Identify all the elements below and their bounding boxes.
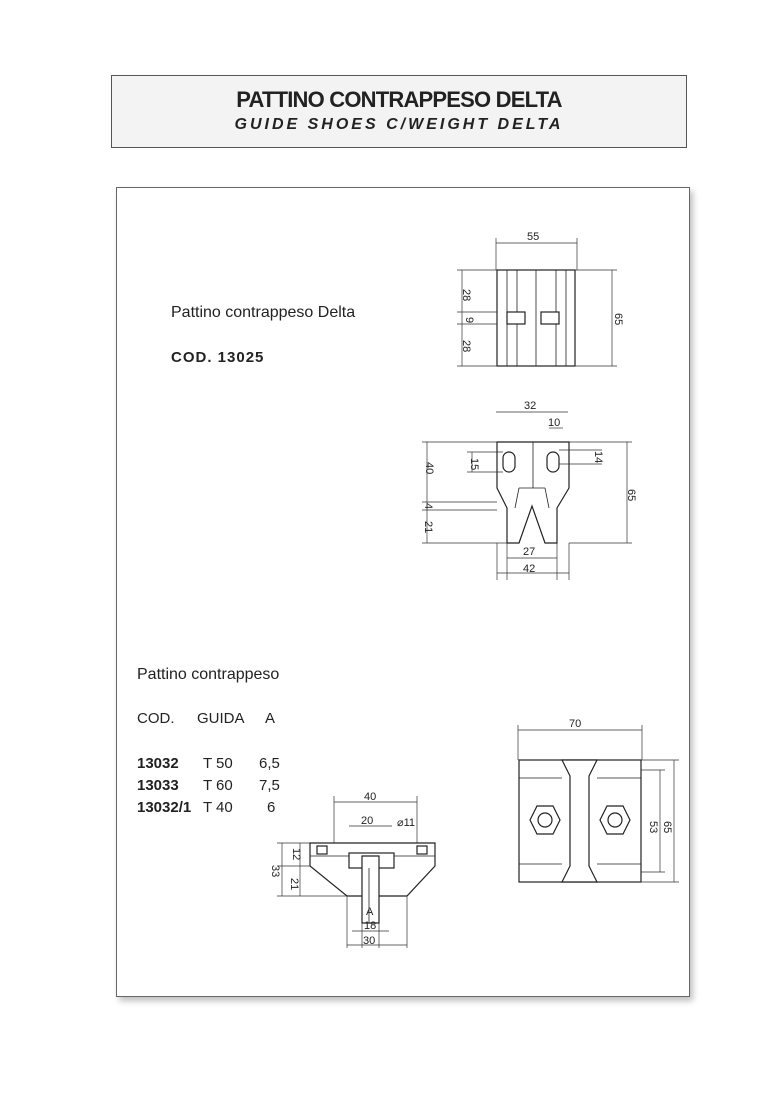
product1-name: Pattino contrappeso Delta: [171, 304, 356, 321]
dim-label: 65: [612, 313, 624, 326]
drawing-delta-top-view: [457, 231, 624, 366]
dim-label: 21: [288, 878, 300, 891]
table-row-code: 13032/1: [137, 799, 192, 816]
dim-label: 20: [361, 815, 374, 827]
table-header-guide: GUIDA: [197, 710, 245, 727]
dim-label: 4: [422, 503, 434, 510]
table-row-guide: T 60: [203, 777, 233, 794]
dim-label: A: [366, 906, 374, 918]
dim-label: 21: [422, 521, 434, 534]
dim-label: ⌀11: [397, 817, 416, 829]
table-row-a: 6: [267, 799, 276, 816]
dim-label: 15: [468, 458, 480, 471]
dim-label: 14: [592, 451, 604, 464]
drawing-counterweight-side-view: [269, 791, 435, 948]
table-header-code: COD.: [137, 710, 175, 727]
table-row-code: 13032: [137, 755, 179, 772]
table-row-code: 13033: [137, 777, 179, 794]
dim-label: 28: [460, 340, 472, 353]
dim-label: 10: [548, 417, 561, 429]
table-row-guide: T 50: [203, 755, 233, 772]
dim-label: 65: [661, 821, 673, 834]
technical-drawings: [117, 188, 691, 998]
dim-label: 53: [647, 821, 659, 834]
table-row-guide: T 40: [203, 799, 233, 816]
dim-label: 32: [524, 400, 537, 412]
drawing-counterweight-top-view: [518, 718, 679, 882]
dim-label: 27: [523, 546, 536, 558]
dim-label: 40: [423, 462, 435, 475]
drawing-delta-front-view: [422, 400, 637, 580]
dim-label: 30: [363, 935, 376, 947]
dim-label: 65: [625, 489, 637, 502]
product2-name: Pattino contrappeso: [137, 666, 280, 683]
dim-label: 70: [569, 718, 582, 730]
dim-label: 28: [460, 289, 472, 302]
dim-label: 18: [364, 920, 377, 932]
dim-label: 42: [523, 563, 536, 575]
dim-label: 12: [290, 848, 302, 861]
table-row-a: 6,5: [259, 755, 280, 772]
table-row-a: 7,5: [259, 777, 280, 794]
dim-label: 9: [463, 317, 475, 324]
dim-label: 40: [364, 791, 377, 803]
dim-label: 33: [269, 865, 281, 878]
page-title: PATTINO CONTRAPPESO DELTA: [236, 87, 562, 112]
technical-sheet-panel: [116, 187, 690, 997]
page-subtitle: GUIDE SHOES C/WEIGHT DELTA: [234, 116, 564, 133]
title-box: [111, 75, 687, 148]
dim-label: 55: [527, 231, 540, 243]
product1-code: COD. 13025: [171, 349, 265, 366]
table-header-a: A: [265, 710, 276, 727]
